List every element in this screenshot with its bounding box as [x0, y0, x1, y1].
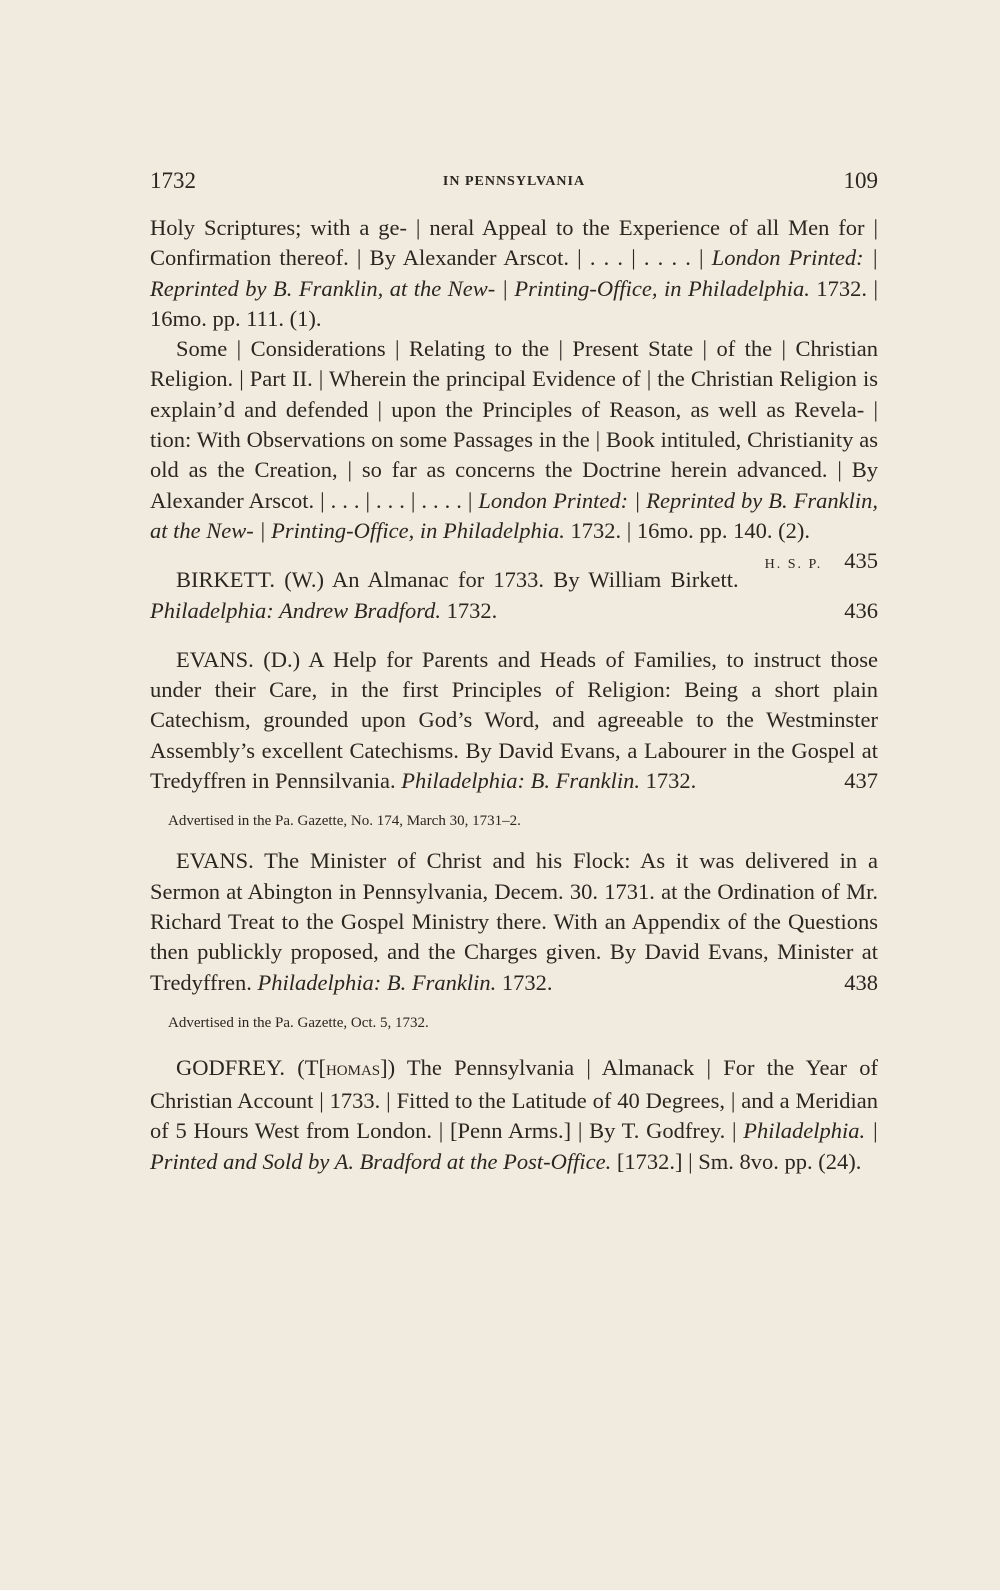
header-title: IN PENNSYLVANIA — [442, 174, 586, 189]
entry-text: ]) The Pennsylvania | Almanack | For the Year of Christian Account | 1733. | Fitted to the Latitude of 40 Degrees, | and a Meridian of 5 Hours West from London. | [Penn Arms.] | By T. Godfrey. | — [150, 1054, 878, 1144]
bibliography-entry — [150, 846, 878, 997]
bibliography-entry — [150, 645, 878, 796]
entry-imprint: Philadelphia. | Printed and Sold by A. Bradford at the Post-Office. — [150, 1118, 878, 1174]
page-body — [150, 213, 878, 1177]
entry-text: 1732. — [441, 597, 498, 623]
page-number: 109 — [843, 168, 878, 193]
entry-number-group — [739, 546, 878, 580]
entry-note: Advertised in the Pa. Gazette, No. 174, March 30, 1731–2. — [168, 813, 521, 830]
entry-text: EVANS. (D.) A Help for Parents and Heads of Families, to instruct those under their Care, in the first Principles of Religion: Being a short plain Catechism, grounded upon God’s Word, and agreeable to the Westminster Assembly’s excellent Catechisms. By David Evans, a Labourer in the Gospel at Tredyffren in Pennsilvania. — [150, 646, 878, 794]
entry-text: [1732.] | Sm. 8vo. pp. (24). — [611, 1148, 862, 1174]
entry-text: EVANS. The Minister of Christ and his Flock: As it was delivered in a Sermon at Abington in Pennsylvania, Decem. 30. 1731. at the Ordination of Mr. Richard Treat to the Gospel Ministry there. With an Appendix of the Questions then publickly proposed, and the Charges given. By David Evans, Minister at Tredyffren. — [150, 848, 878, 995]
entry-imprint: Philadelphia: B. Franklin. — [257, 969, 497, 995]
entry-text: Holy Scriptures; with a ge- | neral Appeal to the Experience of all Men for | Confirmation thereof. | By Alexander Arscot. | . . . | . . . . | — [150, 215, 878, 271]
entry-text: 1732. | 16mo. pp. 111. (1). — [150, 275, 878, 331]
entry-number: 437 — [844, 768, 878, 794]
entry-number: 435 — [844, 548, 878, 574]
running-header — [150, 168, 878, 198]
entry-number: 438 — [844, 969, 878, 995]
entry-note: Advertised in the Pa. Gazette, Oct. 5, 1732. — [168, 1014, 429, 1031]
entry-small-caps: HOMAS — [325, 1062, 381, 1079]
entry-text: GODFREY. (T[ — [176, 1054, 326, 1080]
entry-text: 1732. | 16mo. pp. 140. (2). — [564, 517, 811, 543]
entry-text: 1732. — [639, 768, 697, 794]
entry-number: 436 — [844, 597, 878, 623]
entry-imprint: London Printed: | Reprinted by B. Franklin, at the New- | Printing-Office, in Philadelphia. — [150, 487, 878, 543]
entry-imprint: London Printed: | Reprinted by B. Franklin, at the New- | Printing-Office, in Philadelphia. — [150, 245, 878, 301]
header-year: 1732 — [150, 168, 196, 193]
entry-imprint: Philadelphia: B. Franklin. — [401, 768, 640, 794]
entry-text: Some | Considerations | Relating to the | Present State | of the | Christian Religion. | Part II. | Wherein the principal Evidence of | the Christian Religion is explain’d and defended | upon the Principles of Reason, as well as Revela- | tion: With Observations on some Passages in the | Book intituled, Christianity as old as the Creation, | so far as concerns the Doctrine herein advanced. | By Alexander Arscot. | . . . | . . . | . . . . | — [150, 336, 878, 513]
bibliography-entry — [150, 1053, 878, 1177]
entry-text: BIRKETT. (W.) An Almanac for 1733. By William Birkett. — [176, 567, 739, 593]
entry-text: 1732. — [496, 969, 553, 995]
bibliography-entry — [150, 334, 878, 574]
bibliography-entry — [150, 213, 878, 334]
entry-imprint: Philadelphia: Andrew Bradford. — [150, 597, 442, 623]
library-location: H. S. P. — [764, 557, 823, 573]
